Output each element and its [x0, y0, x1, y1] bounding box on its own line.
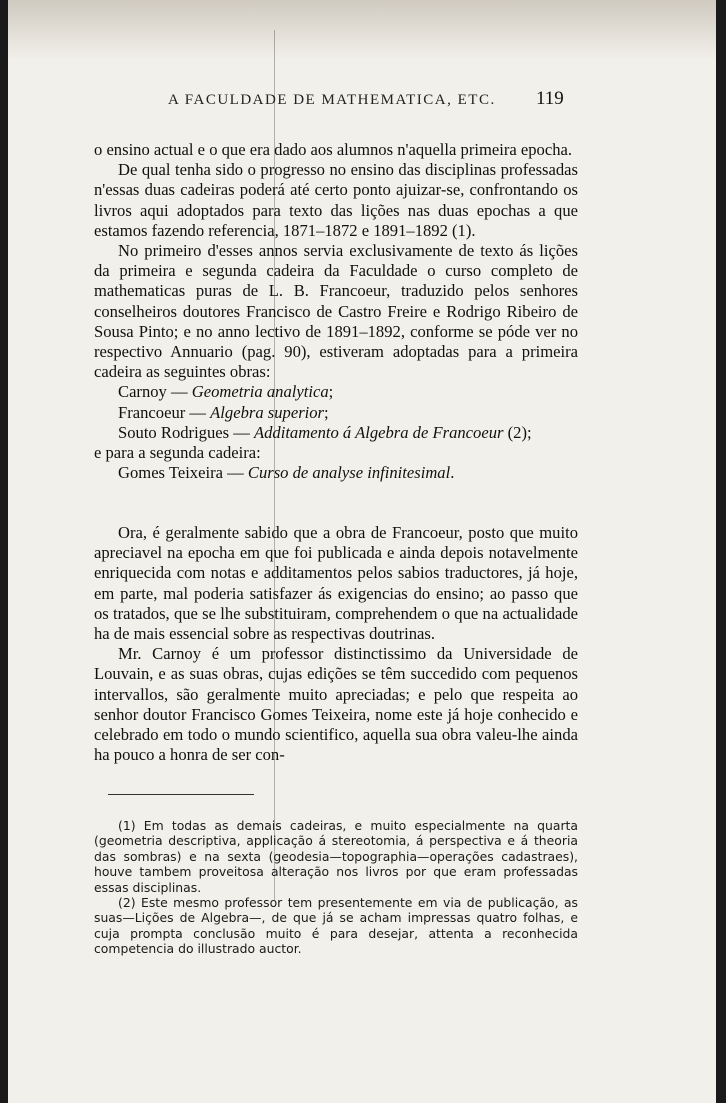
- work-title: Algebra superior: [210, 402, 325, 422]
- page: [8, 0, 716, 1103]
- work-title: Geometria analytica: [191, 382, 329, 402]
- paragraph: o ensino actual e o que era dado aos alumnos n'aquella primeira epocha.: [94, 140, 573, 159]
- work-entry: [94, 403, 578, 423]
- page-number: 119: [536, 88, 564, 109]
- paragraph: e para a segunda cadeira:: [94, 443, 261, 463]
- paragraph: De qual tenha sido o progresso no ensino das disciplinas professadas n'essas duas cadeiras poderá até certo ponto ajuizar-se, confrontando os livros aqui adoptados para texto das lições nas duas epochas a que estamos fazendo referencia, 1871–1872 e 1891–1892 (1).: [94, 160, 578, 240]
- work-author: Souto Rodrigues —: [118, 422, 254, 442]
- paragraph: No primeiro d'esses annos servia exclusivamente de texto ás lições da primeira e segunda cadeira da Faculdade o curso completo de mathematicas puras de L. B. Francoeur, traduzido pelos senhores conselheiros doutores Francisco de Castro Freire e Rodrigo Ribeiro de Sousa Pinto; e no anno lectivo de 1891–1892, conforme se póde ver no respectivo Annuario (pag. 90), estiveram adoptadas para a primeira cadeira as seguintes obras:: [94, 241, 578, 382]
- work-title: Curso de analyse infinitesimal: [247, 463, 451, 483]
- work-suffix: ;: [324, 402, 329, 422]
- running-header: A FACULDADE DE MATHEMATICA, ETC.: [168, 92, 496, 108]
- footnotes: [94, 818, 578, 957]
- work-author: Francoeur —: [118, 402, 211, 422]
- paragraph: Mr. Carnoy é um professor distinctissimo da Universidade de Louvain, e as suas obras, cujas edições se têm succedido com pequenos intervallos, são geralmente muito apreciadas; e pelo que respeita ao senhor doutor Francisco Gomes Teixeira, nome este já hoje conhecido e celebrado em todo o mundo scientifico, aquella sua obra valeu-lhe ainda ha pouco a honra de ser con-: [94, 644, 578, 765]
- work-title: Additamento á Algebra de Francoeur: [253, 422, 504, 442]
- work-suffix: ;: [328, 382, 334, 402]
- footnote: (1) Em todas as demais cadeiras, e muito especialmente na quarta (geometria descriptiva, applicação á stereotomia, á perspectiva e á theoria das sombras) e na sexta (geodesia—topographia—operações cadastraes), houve tambem proveitosa alteração nos livros por que eram professadas essas disciplinas.: [94, 818, 578, 895]
- paragraph: Ora, é geralmente sabido que a obra de Francoeur, posto que muito apreciavel na epocha em que foi publicada e ainda depois notavelmente enriquecida com notas e additamentos pelos sabios traductores, já hoje, em parte, mal poderia satisfazer ás exigencias do ensino; ao passo que os tratados, que se lhe substituiram, comprehendem o que na actualidade ha de mais essencial sobre as respectivas doutrinas.: [94, 523, 578, 644]
- work-entry: [94, 382, 578, 402]
- body-text-top: [94, 140, 578, 483]
- work-suffix: .: [450, 463, 455, 483]
- body-text-bottom: [94, 523, 578, 765]
- work-author: Gomes Teixeira —: [118, 463, 248, 483]
- work-author: Carnoy —: [118, 382, 192, 402]
- footnote: (2) Este mesmo professor tem presentemente em via de publicação, as suas—Lições de Algebra—, de que já se acham impressas quatro folhas, e cuja prompta conclusão muito é para desejar, attenta a reconhecida competencia do illustrado auctor.: [94, 895, 578, 957]
- work-entry: [94, 423, 578, 443]
- work-entry: [94, 463, 578, 483]
- work-suffix: (2);: [503, 422, 532, 442]
- footnote-rule: [108, 794, 254, 795]
